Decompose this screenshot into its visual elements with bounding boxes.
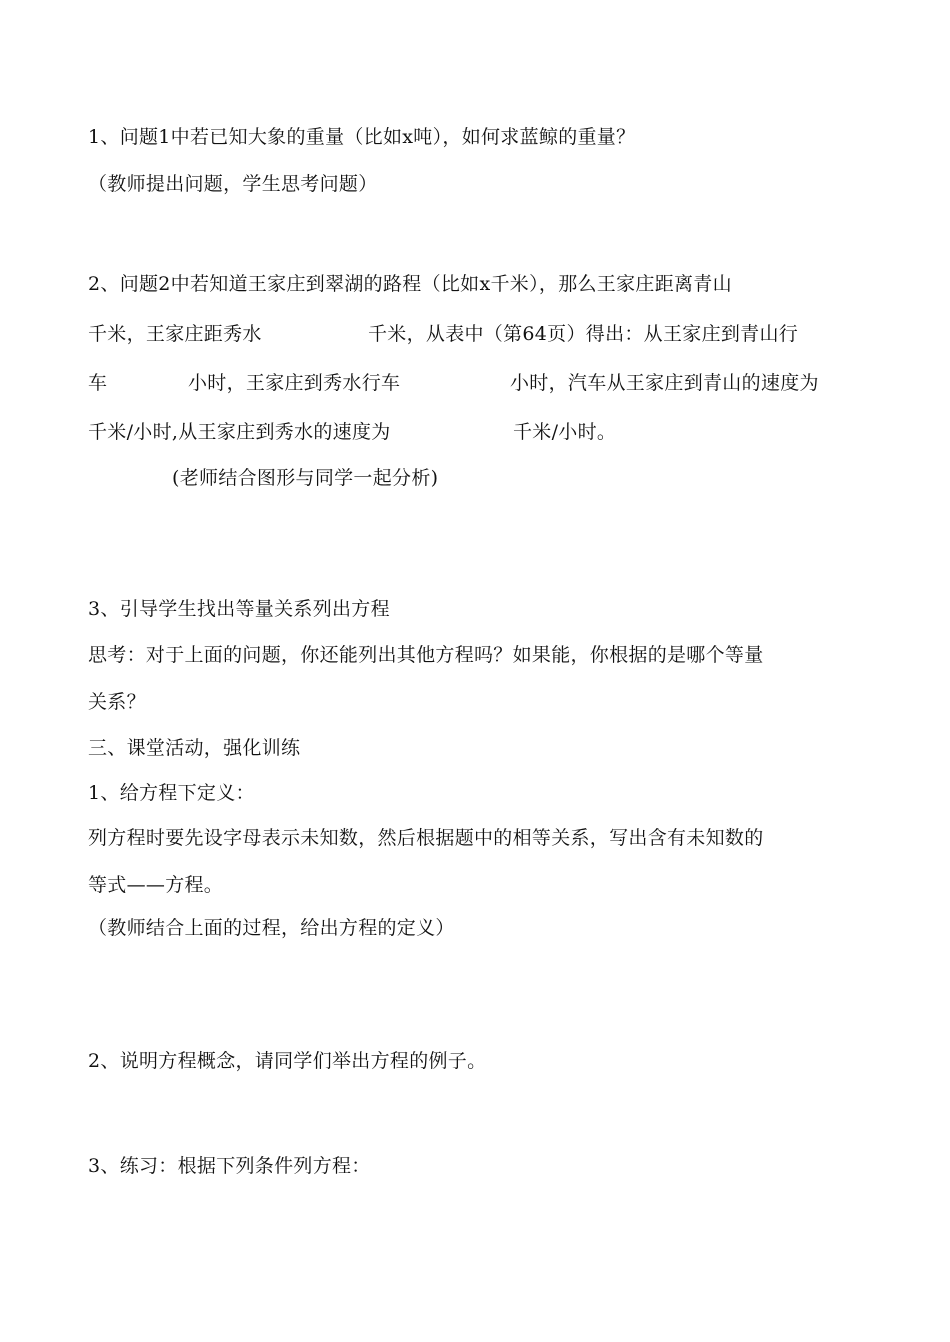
fill-line-1-part-b: 千米，从表中（第64页）得出：从王家庄到青山行 bbox=[368, 323, 799, 345]
teacher-note-1: （教师提出问题，学生思考问题） bbox=[88, 173, 378, 195]
step-3-text: 3、引导学生找出等量关系列出方程 bbox=[88, 598, 390, 620]
definition-heading: 1、给方程下定义： bbox=[88, 782, 255, 804]
question-1-text: 1、问题1中若已知大象的重量（比如x吨），如何求蓝鲸的重量？ bbox=[88, 126, 636, 148]
teacher-note-3: （教师结合上面的过程，给出方程的定义） bbox=[88, 917, 455, 939]
fill-line-3-part-b: 千米/小时。 bbox=[513, 421, 617, 443]
thinking-question-cont: 关系？ bbox=[88, 691, 146, 713]
question-2-text: 2、问题2中若知道王家庄到翠湖的路程（比如x千米），那么王家庄距离青山 bbox=[88, 273, 732, 295]
fill-line-2-part-c: 小时，汽车从王家庄到青山的速度为 bbox=[510, 372, 819, 394]
fill-line-1-part-a: 千米，王家庄距秀水 bbox=[88, 323, 262, 345]
exercise-heading: 3、练习：根据下列条件列方程： bbox=[88, 1155, 371, 1177]
teacher-note-2: (老师结合图形与同学一起分析) bbox=[172, 467, 439, 489]
fill-line-2-part-a: 车 bbox=[88, 372, 108, 394]
thinking-question: 思考：对于上面的问题，你还能列出其他方程吗？如果能，你根据的是哪个等量 bbox=[88, 644, 764, 666]
concept-explanation: 2、说明方程概念，请同学们举出方程的例子。 bbox=[88, 1050, 487, 1072]
definition-text: 列方程时要先设字母表示未知数，然后根据题中的相等关系，写出含有未知数的 bbox=[88, 827, 764, 849]
fill-line-3-part-a: 千米/小时,从王家庄到秀水的速度为 bbox=[88, 421, 391, 443]
fill-line-2-part-b: 小时，王家庄到秀水行车 bbox=[188, 372, 401, 394]
section-3-heading: 三、课堂活动，强化训练 bbox=[88, 737, 301, 759]
definition-text-cont: 等式——方程。 bbox=[88, 874, 224, 896]
